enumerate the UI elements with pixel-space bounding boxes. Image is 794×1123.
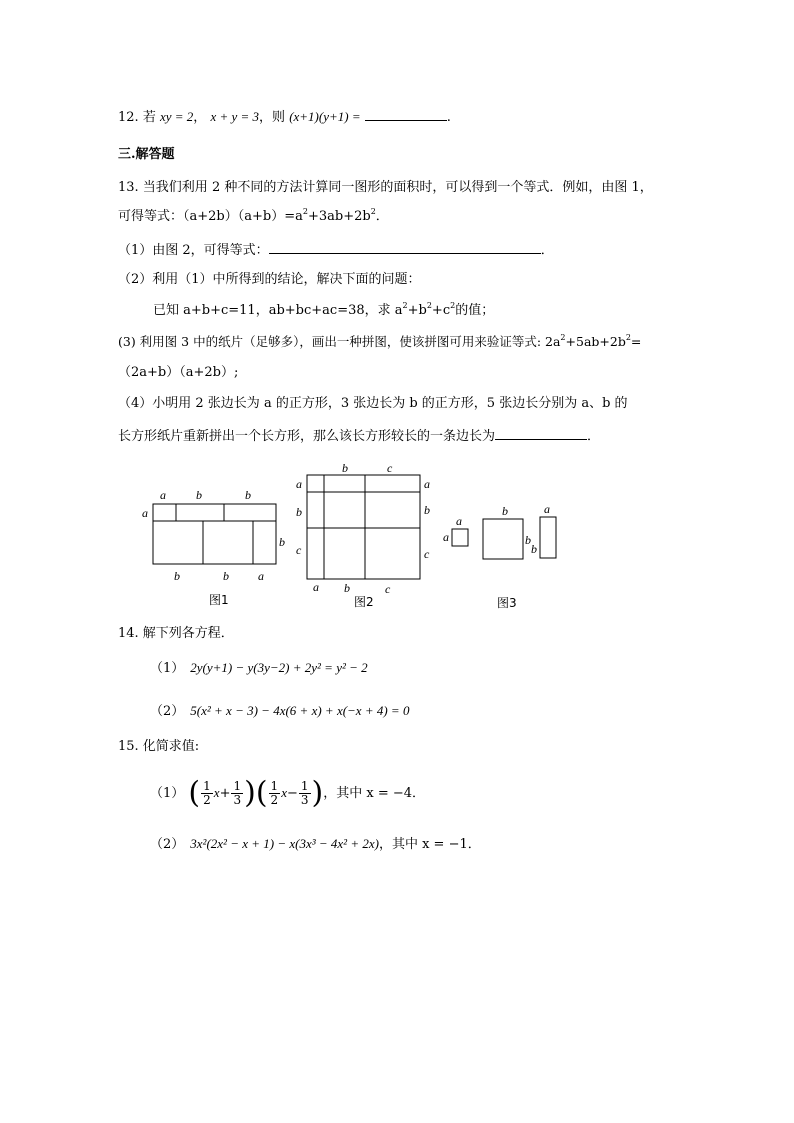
q12-if-text: 若 (142, 110, 156, 125)
q15-p2-expr: 3x²(2x² − x + 1) − x(3x³ − 4x² + 2x) (190, 836, 379, 851)
fig1-label: b (196, 488, 202, 502)
fig2-label: a (296, 477, 302, 491)
fig3-rect-ab (540, 517, 556, 558)
fraction (201, 780, 213, 807)
q14-eq2-label: （2） (150, 704, 185, 719)
fig1-outer-rect (153, 504, 276, 564)
fig1-label: b (223, 569, 229, 583)
fig2-label: b (296, 505, 302, 519)
fig3-label: b (525, 533, 531, 547)
q13-p2-detail-mid1: +b (407, 303, 427, 318)
q15-part2 (150, 835, 481, 854)
sup-2: 2 (370, 207, 376, 216)
q13-intro2-pre: 可得等式：（a+2b）（a+b）=a (118, 209, 303, 224)
q15-p1-label: （1） (150, 786, 185, 801)
frac-num: 1 (270, 779, 279, 793)
q15-p2-label: （2） (150, 837, 185, 852)
var-x: x (213, 785, 220, 800)
fig3-square-a (452, 529, 468, 546)
q12-answer-blank[interactable] (365, 108, 447, 121)
fig1-caption: 图1 (209, 593, 229, 607)
q13-p3-end: = (630, 334, 642, 349)
right-paren: ) (311, 775, 324, 811)
fig1-label: a (142, 506, 148, 520)
q13-part4-line1: （4）小明用 2 张边长为 a 的正方形，3 张边长为 b 的正方形，5 张边长分别为 a、b 的 (118, 396, 628, 411)
figure-1 (140, 484, 290, 594)
q12-separator: ， (193, 110, 207, 125)
frac-den: 3 (233, 793, 242, 807)
fig3-label: a (456, 514, 462, 528)
sup-2: 2 (625, 333, 631, 342)
q13-p4-answer-blank[interactable] (495, 427, 587, 440)
fig1-label: a (258, 569, 264, 583)
q13-intro2-end: ． (375, 209, 389, 224)
left-paren: ( (255, 775, 268, 811)
right-paren: ) (244, 775, 256, 811)
frac-num: 1 (233, 779, 242, 793)
fig2-label: c (296, 543, 302, 557)
q14-eq2-expr: 5(x² + x − 3) − 4x(6 + x) + x(−x + 4) = 0 (190, 703, 410, 718)
fig2-label: c (387, 461, 393, 475)
q13-part3-line1 (118, 333, 641, 351)
fig1-label: b (245, 488, 251, 502)
q12-equation-2: x + y = 3 (210, 109, 260, 124)
fig3-label: b (502, 504, 508, 518)
q15-part1 (150, 774, 425, 812)
q13-intro-line1: 13. 当我们利用 2 种不同的方法计算同一图形的面积时，可以得到一个等式．例如，由图 1， (118, 180, 653, 195)
q13-part2: （2）利用（1）中所得到的结论，解决下面的问题： (118, 272, 421, 287)
fig3-label: b (531, 542, 537, 556)
section-title: 三.解答题 (118, 147, 175, 162)
q13-p2-detail-mid2: +c (431, 303, 451, 318)
sup-2: 2 (402, 301, 408, 310)
frac-num: 1 (203, 779, 211, 793)
fig3-caption: 图3 (497, 596, 517, 610)
frac-num: 1 (300, 779, 309, 793)
sup-2: 2 (302, 207, 308, 216)
q13-p2-detail-end: 的值； (455, 303, 495, 318)
q12-then-text: ，则 (259, 110, 286, 125)
q13-part4-line2 (118, 427, 600, 446)
q12-equation-1: xy = 2 (159, 109, 194, 124)
q13-part3-line2: （2a+b）（a+2b）; (118, 365, 239, 380)
q13-p2-detail-pre: 已知 a+b+c=11，ab+bc+ac=38，求 a (153, 303, 403, 318)
sup-2: 2 (450, 301, 456, 310)
fig3-label: a (443, 530, 449, 544)
fig2-label: b (344, 581, 350, 595)
q13-p1-text: （1）由图 2，可得等式： (118, 243, 269, 258)
fig2-label: c (424, 547, 430, 561)
fig1-label: b (174, 569, 180, 583)
fraction (269, 780, 281, 807)
q15-p2-condition: ，其中 x = −1． (378, 837, 481, 852)
minus-sign: − (286, 786, 298, 801)
q15-title: 15. 化简求值: (118, 739, 200, 754)
figure-3 (440, 502, 565, 567)
q13-p4-period: ． (587, 429, 601, 444)
var-x: x (281, 785, 287, 800)
q13-p3-mid: +5ab+2b (565, 334, 626, 349)
fraction (299, 780, 311, 807)
q14-eq1-label: （1） (150, 661, 185, 676)
q13-p1-period: ． (540, 243, 554, 258)
plus-sign: + (219, 786, 231, 801)
fig2-label: b (342, 461, 348, 475)
fig1-label: b (279, 535, 285, 549)
fig2-label: b (424, 503, 430, 517)
frac-den: 2 (270, 793, 279, 807)
q14-title: 14. 解下列各方程． (118, 626, 234, 641)
fig2-caption: 图2 (354, 595, 374, 609)
question-number: 12. (118, 110, 143, 125)
q14-eq2 (150, 702, 409, 721)
figure-2 (293, 462, 443, 597)
q15-p1-condition: ，其中 x = −4． (323, 786, 426, 801)
q12-period: . (446, 110, 451, 125)
q14-eq1-expr: 2y(y+1) − y(3y−2) + 2y² = y² − 2 (190, 660, 368, 675)
q13-p1-answer-blank[interactable] (269, 241, 541, 254)
frac-den: 3 (300, 793, 309, 807)
frac-den: 2 (203, 793, 211, 807)
fig2-label: c (385, 582, 391, 596)
sup-2: 2 (560, 333, 566, 342)
q13-p4-text: 长方形纸片重新拼出一个长方形，那么该长方形较长的一条边长为 (118, 429, 496, 444)
sup-2: 2 (426, 301, 432, 310)
fig3-label: a (544, 502, 550, 516)
q12-expression: (x+1)(y+1) = (289, 109, 361, 124)
q13-part2-detail (153, 302, 494, 320)
fig1-label: a (160, 488, 166, 502)
q13-intro-line2 (118, 208, 389, 226)
question-12 (118, 108, 451, 127)
fraction (231, 780, 243, 807)
q13-p3-pre: (3) 利用图 3 中的纸片（足够多），画出一种拼图，使该拼图可用来验证等式: 2a (118, 334, 561, 349)
q13-part1 (118, 241, 554, 260)
left-paren: ( (188, 775, 201, 811)
fig2-label: a (424, 477, 430, 491)
fig3-square-b (483, 519, 523, 559)
q13-intro2-mid: +3ab+2b (307, 209, 371, 224)
q14-eq1 (150, 659, 368, 678)
fig2-label: a (313, 580, 319, 594)
